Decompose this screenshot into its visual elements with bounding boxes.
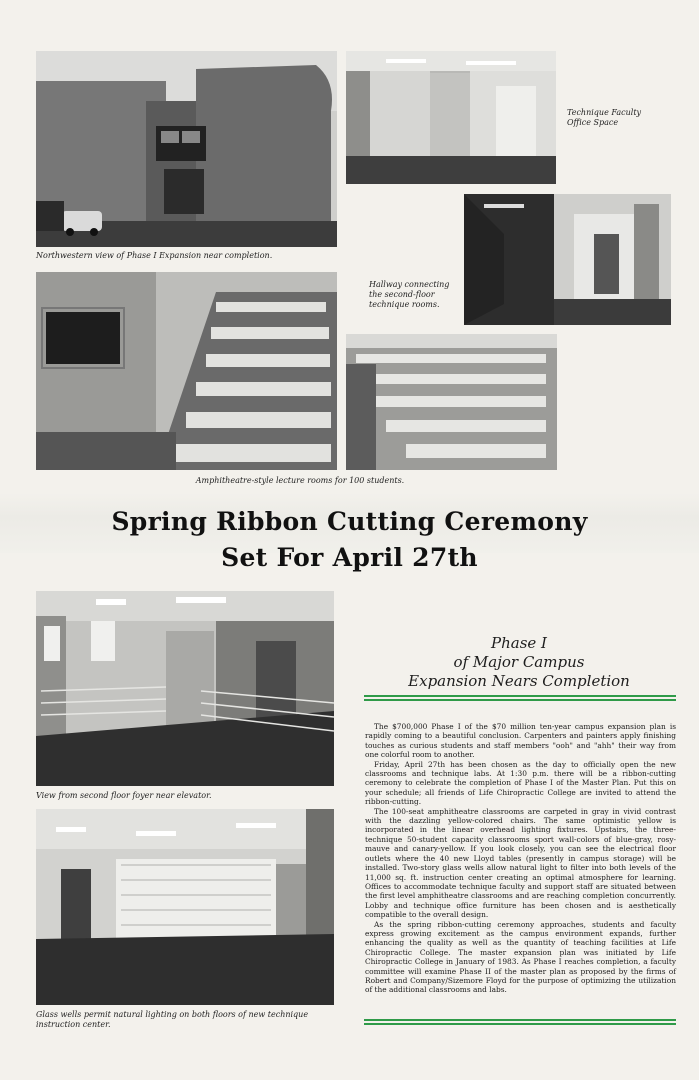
article-body	[365, 722, 676, 995]
article-paragraph: The 100-seat amphitheatre classrooms are carpeted in gray in vivid contrast with the dazzling yellow-colored chairs. The same optimistic yellow is incorporated in the linear overhead lighting fixtures. Upstairs, the three-technique 50-student capacity classrooms sport wall-colors of blue-gray, rosy-mauve and canary-yellow. If you look closely, you can see the electrical floor outlets where the 40 new Lloyd tables (presently in campus storage) will be installed. Two-story glass wells allow natural light to filter into both levels of the 11,000 sq. ft. instruction center creating an optimal atmosphere for learning. Offices to accommodate technique faculty and support staff are situated between the first level amphitheatre classrooms and are reaching completion concurrently. Lobby and technique office furniture has been chosen and is aesthetically compatible to the overall design.	[365, 806, 676, 920]
article-paragraph: Friday, April 27th has been chosen as the day to officially open the new classrooms and technique labs. At 1:30 p.m. there will be a ribbon-cutting ceremony to celebrate the completion of Phase I of the Master Plan. Put this on your schedule; all friends of Life Chiropractic College are invited to attend the ribbon-cutting.	[365, 759, 676, 807]
photo-amphitheatre-right	[346, 334, 557, 470]
article-paragraph: As the spring ribbon-cutting ceremony approaches, students and faculty express growing excitement as the campus environment expands, further enhancing the quality as well as the quantity of teaching facilities at Life Chiropractic College. The master expansion plan was initiated by Life Chiropractic College in January of 1983. As Phase I reaches completion, a faculty committee will examine Phase II of the master plan as proposed by the firms of Robert and Company/Sizemore Floyd for the purpose of optimizing the utilization of the additional classrooms and labs.	[365, 919, 676, 995]
photo-northwestern-view	[36, 51, 337, 247]
headline-line-1: Spring Ribbon Cutting Ceremony	[111, 507, 588, 536]
subhead-line-1: Phase I	[491, 634, 547, 652]
photo-hallway	[464, 194, 671, 325]
rule-bottom-2	[364, 1023, 676, 1025]
caption-amphitheatre: Amphitheatre-style lecture rooms for 100 students.	[195, 476, 405, 485]
subhead-line-3: Expansion Nears Completion	[408, 672, 630, 690]
caption-faculty-office: Technique Faculty Office Space	[567, 108, 642, 127]
caption-hallway: Hallway connecting the second-floor technique rooms.	[369, 280, 450, 309]
headline-line-2: Set For April 27th	[221, 543, 478, 572]
rule-top-1	[364, 695, 676, 697]
photo-glass-wells	[36, 809, 334, 1005]
caption-foyer: View from second floor foyer near elevator.	[36, 791, 212, 800]
photo-second-floor-foyer	[36, 591, 334, 786]
photo-amphitheatre-left	[36, 272, 337, 470]
caption-northwestern: Northwestern view of Phase I Expansion near completion.	[36, 251, 273, 260]
article-paragraph: The $700,000 Phase I of the $70 million ten-year campus expansion plan is rapidly coming to a beautiful conclusion. Carpenters and painters apply finishing touches as curious students and staff members "ooh" and "ahh" their way from one colorful room to another.	[365, 722, 676, 760]
subhead-line-2: of Major Campus	[453, 653, 585, 671]
caption-glass-wells: Glass wells permit natural lighting on both floors of new technique instruction center.	[36, 1010, 309, 1029]
photo-faculty-office	[346, 51, 556, 184]
rule-bottom-1	[364, 1019, 676, 1021]
rule-top-2	[364, 699, 676, 701]
